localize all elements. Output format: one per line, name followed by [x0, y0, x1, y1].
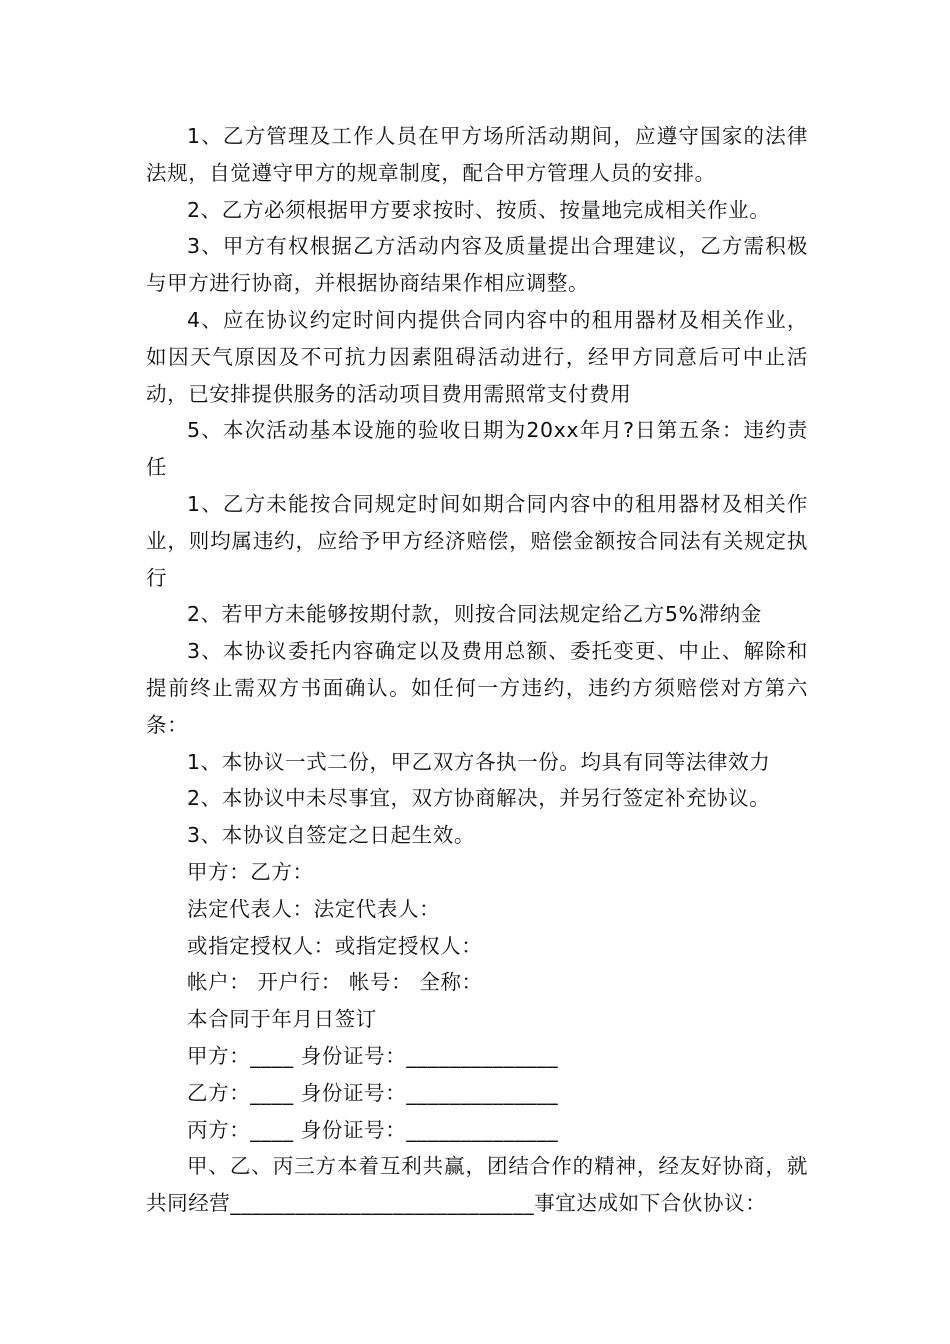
- breach-clause-2: 2、若甲方未能够按期付款，则按合同法规定给乙方5%滞纳金: [187, 602, 762, 627]
- party-a-id-line: 甲方：____ 身份证号：______________: [187, 1043, 559, 1068]
- clause-4: 4、应在协议约定时间内提供合同内容中的租用器材及相关作业，如因天气原因及不可抗力因素阻碍活动进行，经甲方同意后可中止活动，已安排提供服务的活动项目费用需照常支付费用: [146, 307, 808, 406]
- article6-clause-2: 2、本协议中未尽事宜，双方协商解决，并另行签定补充协议。: [187, 786, 771, 811]
- partnership-intro-paragraph: 甲、乙、丙三方本着互利共赢，团结合作的精神，经友好协商，就共同经营____________________________事宜达成如下合伙协议：: [146, 1154, 808, 1216]
- breach-clause-3: 3、本协议委托内容确定以及费用总额、委托变更、中止、解除和提前终止需双方书面确认。如任何一方违约，违约方须赔偿对方第六条：: [146, 639, 808, 737]
- clause-2: 2、乙方必须根据甲方要求按时、按质、按量地完成相关作业。: [187, 197, 771, 222]
- article6-clause-1: 1、本协议一式二份，甲乙双方各执一份。均具有同等法律效力: [187, 749, 771, 774]
- signing-date-line: 本合同于年月日签订: [187, 1007, 377, 1032]
- breach-clause-1: 1、乙方未能按合同规定时间如期合同内容中的租用器材及相关作业，则均属违约，应给予甲方经济赔偿，赔偿金额按合同法有关规定执行: [146, 491, 808, 590]
- legal-representative-labels: 法定代表人：法定代表人：: [187, 896, 441, 921]
- authorized-person-labels: 或指定授权人：或指定授权人：: [187, 933, 483, 958]
- party-labels: 甲方：乙方：: [187, 859, 314, 884]
- document-body: [146, 118, 808, 1222]
- bank-account-labels: 帐户： 开户行： 帐号： 全称：: [187, 970, 483, 995]
- clause-5: 5、本次活动基本设施的验收日期为20xx年月?日第五条：违约责任: [146, 418, 808, 480]
- clause-1: 1、乙方管理及工作人员在甲方场所活动期间，应遵守国家的法律法规，自觉遵守甲方的规章制度，配合甲方管理人员的安排。: [146, 124, 808, 185]
- article6-clause-3: 3、本协议自签定之日起生效。: [187, 823, 475, 848]
- party-c-id-line: 丙方：____ 身份证号：______________: [187, 1117, 559, 1142]
- party-b-id-line: 乙方：____ 身份证号：______________: [187, 1080, 559, 1105]
- clause-3: 3、甲方有权根据乙方活动内容及质量提出合理建议，乙方需积极与甲方进行协商，并根据协商结果作相应调整。: [146, 234, 808, 296]
